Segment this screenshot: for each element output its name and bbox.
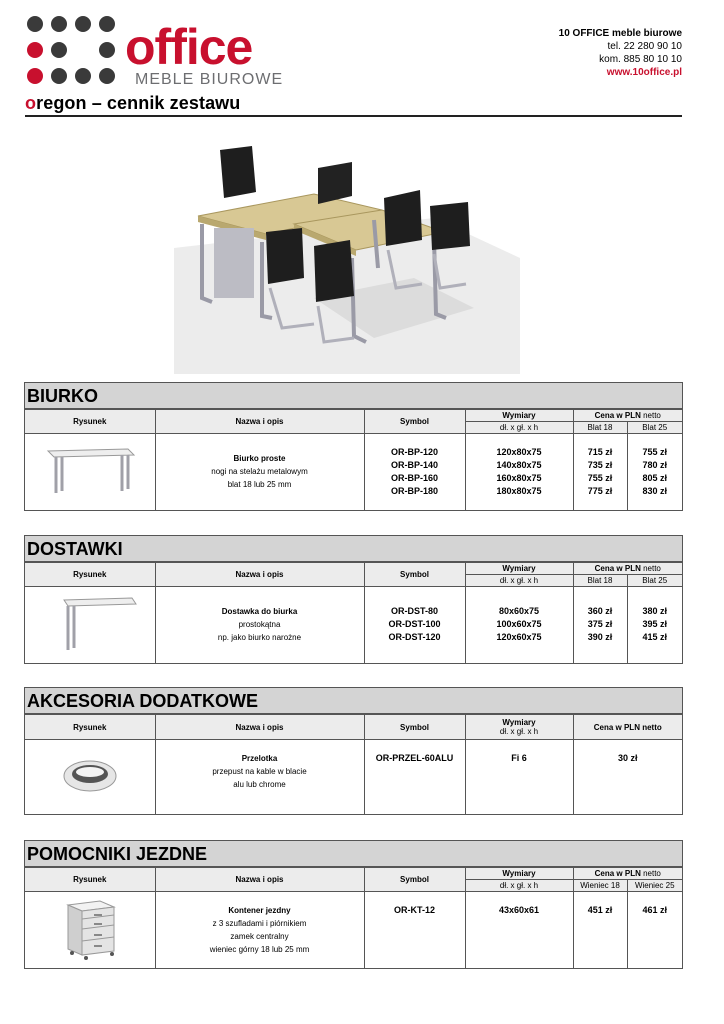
col-wymiary: Wymiary dł. x gł. x h	[465, 715, 573, 740]
col-wieniec-25: Wieniec 25	[627, 880, 682, 892]
symbol-cell: OR-BP-120 OR-BP-140 OR-BP-160 OR-BP-180	[364, 434, 465, 510]
col-nazwa: Nazwa i opis	[155, 715, 364, 740]
product-image-cell	[25, 434, 155, 510]
section-title: POMOCNIKI JEZDNE	[25, 841, 682, 867]
col-blat-18: Blat 18	[573, 422, 627, 434]
company-contact	[559, 27, 682, 79]
table-header-row	[25, 563, 682, 575]
section-dostawki	[24, 535, 683, 664]
symbol-cell: OR-DST-80 OR-DST-100 OR-DST-120	[364, 587, 465, 663]
col-nazwa: Nazwa i opis	[155, 868, 364, 892]
furniture-set-image	[174, 128, 520, 374]
section-title: DOSTAWKI	[25, 536, 682, 562]
section-pomocniki	[24, 840, 683, 969]
page-title-rest: regon – cennik zestawu	[36, 93, 241, 113]
price-blat-25-cell: 755 zł 780 zł 805 zł 830 zł	[627, 434, 682, 510]
product-image-cell	[25, 892, 155, 968]
table-row	[25, 892, 682, 968]
table-row	[25, 740, 682, 814]
table-header-row	[25, 868, 682, 880]
col-symbol: Symbol	[364, 410, 465, 434]
price-wieniec-18-cell: 451 zł	[573, 892, 627, 968]
col-rysunek: Rysunek	[25, 563, 155, 587]
col-symbol: Symbol	[364, 868, 465, 892]
logo-tagline: MEBLE BIUROWE	[135, 71, 284, 88]
col-symbol: Symbol	[364, 563, 465, 587]
col-rysunek: Rysunek	[25, 410, 155, 434]
cable-grommet-image	[60, 756, 120, 796]
section-biurko	[24, 382, 683, 511]
col-cena: Cena w PLN netto	[573, 410, 682, 422]
col-cena: Cena w PLN netto	[573, 563, 682, 575]
table-row	[25, 587, 682, 663]
price-blat-18-cell: 715 zł 735 zł 755 zł 775 zł	[573, 434, 627, 510]
product-image-cell	[25, 740, 155, 814]
section-title: BIURKO	[25, 383, 682, 409]
company-mobile: kom. 885 80 10 10	[599, 54, 682, 65]
page-title	[25, 93, 240, 114]
price-blat-25-cell: 380 zł 395 zł 415 zł	[627, 587, 682, 663]
price-table	[25, 562, 682, 663]
dimensions-cell: 120x80x75 140x80x75 160x80x75 180x80x75	[465, 434, 573, 510]
title-divider	[25, 115, 682, 117]
col-wymiary-sub: dł. x gł. x h	[465, 880, 573, 892]
company-name: 10 OFFICE meble biurowe	[558, 28, 682, 39]
col-nazwa: Nazwa i opis	[155, 563, 364, 587]
section-akcesoria	[24, 687, 683, 815]
symbol-cell: OR-KT-12	[364, 892, 465, 968]
mobile-pedestal-image	[60, 897, 120, 961]
price-table	[25, 867, 682, 968]
product-description: Dostawka do biurka prostokątna np. jako biurko narożne	[155, 587, 364, 663]
product-description: Kontener jezdny z 3 szufladami i piórnikiem zamek centralny wieniec górny 18 lub 25 mm	[155, 892, 364, 968]
price-table	[25, 714, 682, 814]
extension-desk-image	[42, 592, 138, 656]
col-wymiary: Wymiary	[465, 868, 573, 880]
section-title: AKCESORIA DODATKOWE	[25, 688, 682, 714]
col-nazwa: Nazwa i opis	[155, 410, 364, 434]
col-cena: Cena w PLN netto	[573, 715, 682, 740]
company-website-link[interactable]: www.10office.pl	[606, 67, 682, 78]
col-blat-18: Blat 18	[573, 575, 627, 587]
dimensions-cell: Fi 6	[465, 740, 573, 814]
office-logo	[25, 14, 315, 90]
symbol-cell: OR-PRZEL-60ALU	[364, 740, 465, 814]
product-description: Biurko proste nogi na stelażu metalowym blat 18 lub 25 mm	[155, 434, 364, 510]
col-symbol: Symbol	[364, 715, 465, 740]
table-header-row	[25, 410, 682, 422]
col-wymiary: Wymiary	[465, 410, 573, 422]
col-wymiary-sub: dł. x gł. x h	[465, 575, 573, 587]
desk-image	[42, 441, 138, 501]
logo-word: office	[125, 19, 253, 75]
dimensions-cell: 43x60x61	[465, 892, 573, 968]
col-blat-25: Blat 25	[627, 422, 682, 434]
table-row	[25, 434, 682, 510]
dimensions-cell: 80x60x75 100x60x75 120x60x75	[465, 587, 573, 663]
col-wymiary-sub: dł. x gł. x h	[465, 422, 573, 434]
col-rysunek: Rysunek	[25, 715, 155, 740]
product-image-cell	[25, 587, 155, 663]
company-tel: tel. 22 280 90 10	[607, 41, 682, 52]
price-blat-18-cell: 360 zł 375 zł 390 zł	[573, 587, 627, 663]
page-title-first-letter: o	[25, 93, 37, 113]
product-description: Przelotka przepust na kable w blacie alu lub chrome	[155, 740, 364, 814]
table-header-row	[25, 715, 682, 740]
col-wieniec-18: Wieniec 18	[573, 880, 627, 892]
price-table	[25, 409, 682, 510]
col-rysunek: Rysunek	[25, 868, 155, 892]
col-wymiary: Wymiary	[465, 563, 573, 575]
price-wieniec-25-cell: 461 zł	[627, 892, 682, 968]
logo-dots	[27, 16, 115, 84]
col-blat-25: Blat 25	[627, 575, 682, 587]
price-cell: 30 zł	[573, 740, 682, 814]
col-cena: Cena w PLN netto	[573, 868, 682, 880]
